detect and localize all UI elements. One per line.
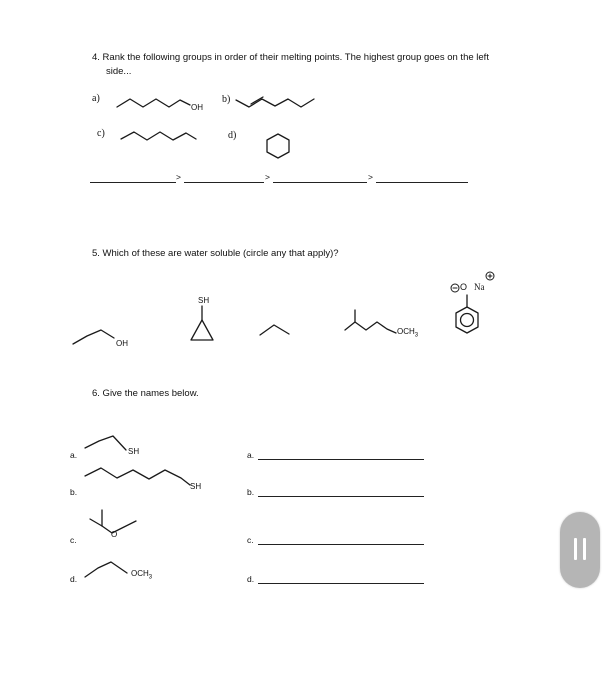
q5-sodium-label: Na [474,282,485,292]
q5-aromatic-circle [461,314,474,327]
pause-icon-bar [583,538,586,560]
q4-c-pentane-structure [121,132,196,140]
q4-a-hexanol-structure [117,99,190,107]
q4-separator-1: > [176,172,181,182]
q5-propane-structure [260,325,289,335]
q6-a-propanethiol-structure [85,436,126,450]
q6-answer-label-c: c. [247,535,254,545]
q5-cyclopropanethiol-ring [191,320,213,340]
question-4-prompt-continued: side... [106,66,132,77]
pause-button[interactable] [560,512,600,588]
q5-benzene-ring [456,307,478,333]
q6-c-branch-left [90,519,102,526]
q5-propanol-structure [73,330,114,344]
q6-label-b: b. [70,487,78,497]
q6-answer-label-d: d. [247,574,255,584]
q5-och3-label: $OCH_3$ [397,327,419,339]
q6-label-a: a. [70,450,78,460]
q4-label-a: a) [92,93,100,104]
q6-c-o-label: O [111,530,118,539]
q6-b-sh-label: SH [190,482,202,491]
q4-label-d: d) [228,130,237,141]
q4-label-b: b) [222,94,231,105]
q5-oh-label: OH [116,339,128,348]
q4-d-cyclohexane-structure [267,134,289,158]
q5-phenoxide-o-label: O [460,282,468,292]
q5-ether-structure [345,322,396,333]
q4-separator-3: > [368,172,373,182]
q4-separator-2: > [265,172,270,182]
q4-a-oh-label: OH [191,103,203,112]
q6-answer-label-a: a. [247,450,255,460]
q6-c-ether-structure [102,521,136,533]
q6-label-c: c. [70,535,77,545]
question-5-prompt: 5. Which of these are water soluble (circle any that apply)? [92,248,339,259]
q4-b-hexene-structure [236,99,314,107]
q6-answer-label-b: b. [247,487,255,497]
q6-d-methyl-propyl-ether-structure [85,562,127,577]
q5-sh-label: SH [198,296,210,305]
pause-icon [574,538,577,560]
question-6-prompt: 6. Give the names below. [92,388,199,399]
q6-label-d: d. [70,574,78,584]
q4-b-double-bond [251,97,263,104]
q6-b-pentanethiol-structure [85,468,190,485]
question-4-prompt: 4. Rank the following groups in order of their melting points. The highest group goes on the left [92,52,489,63]
q6-d-och3-label: $OCH_3$ [131,569,153,581]
q4-label-c: c) [97,128,105,139]
q6-a-sh-label: SH [128,447,140,456]
